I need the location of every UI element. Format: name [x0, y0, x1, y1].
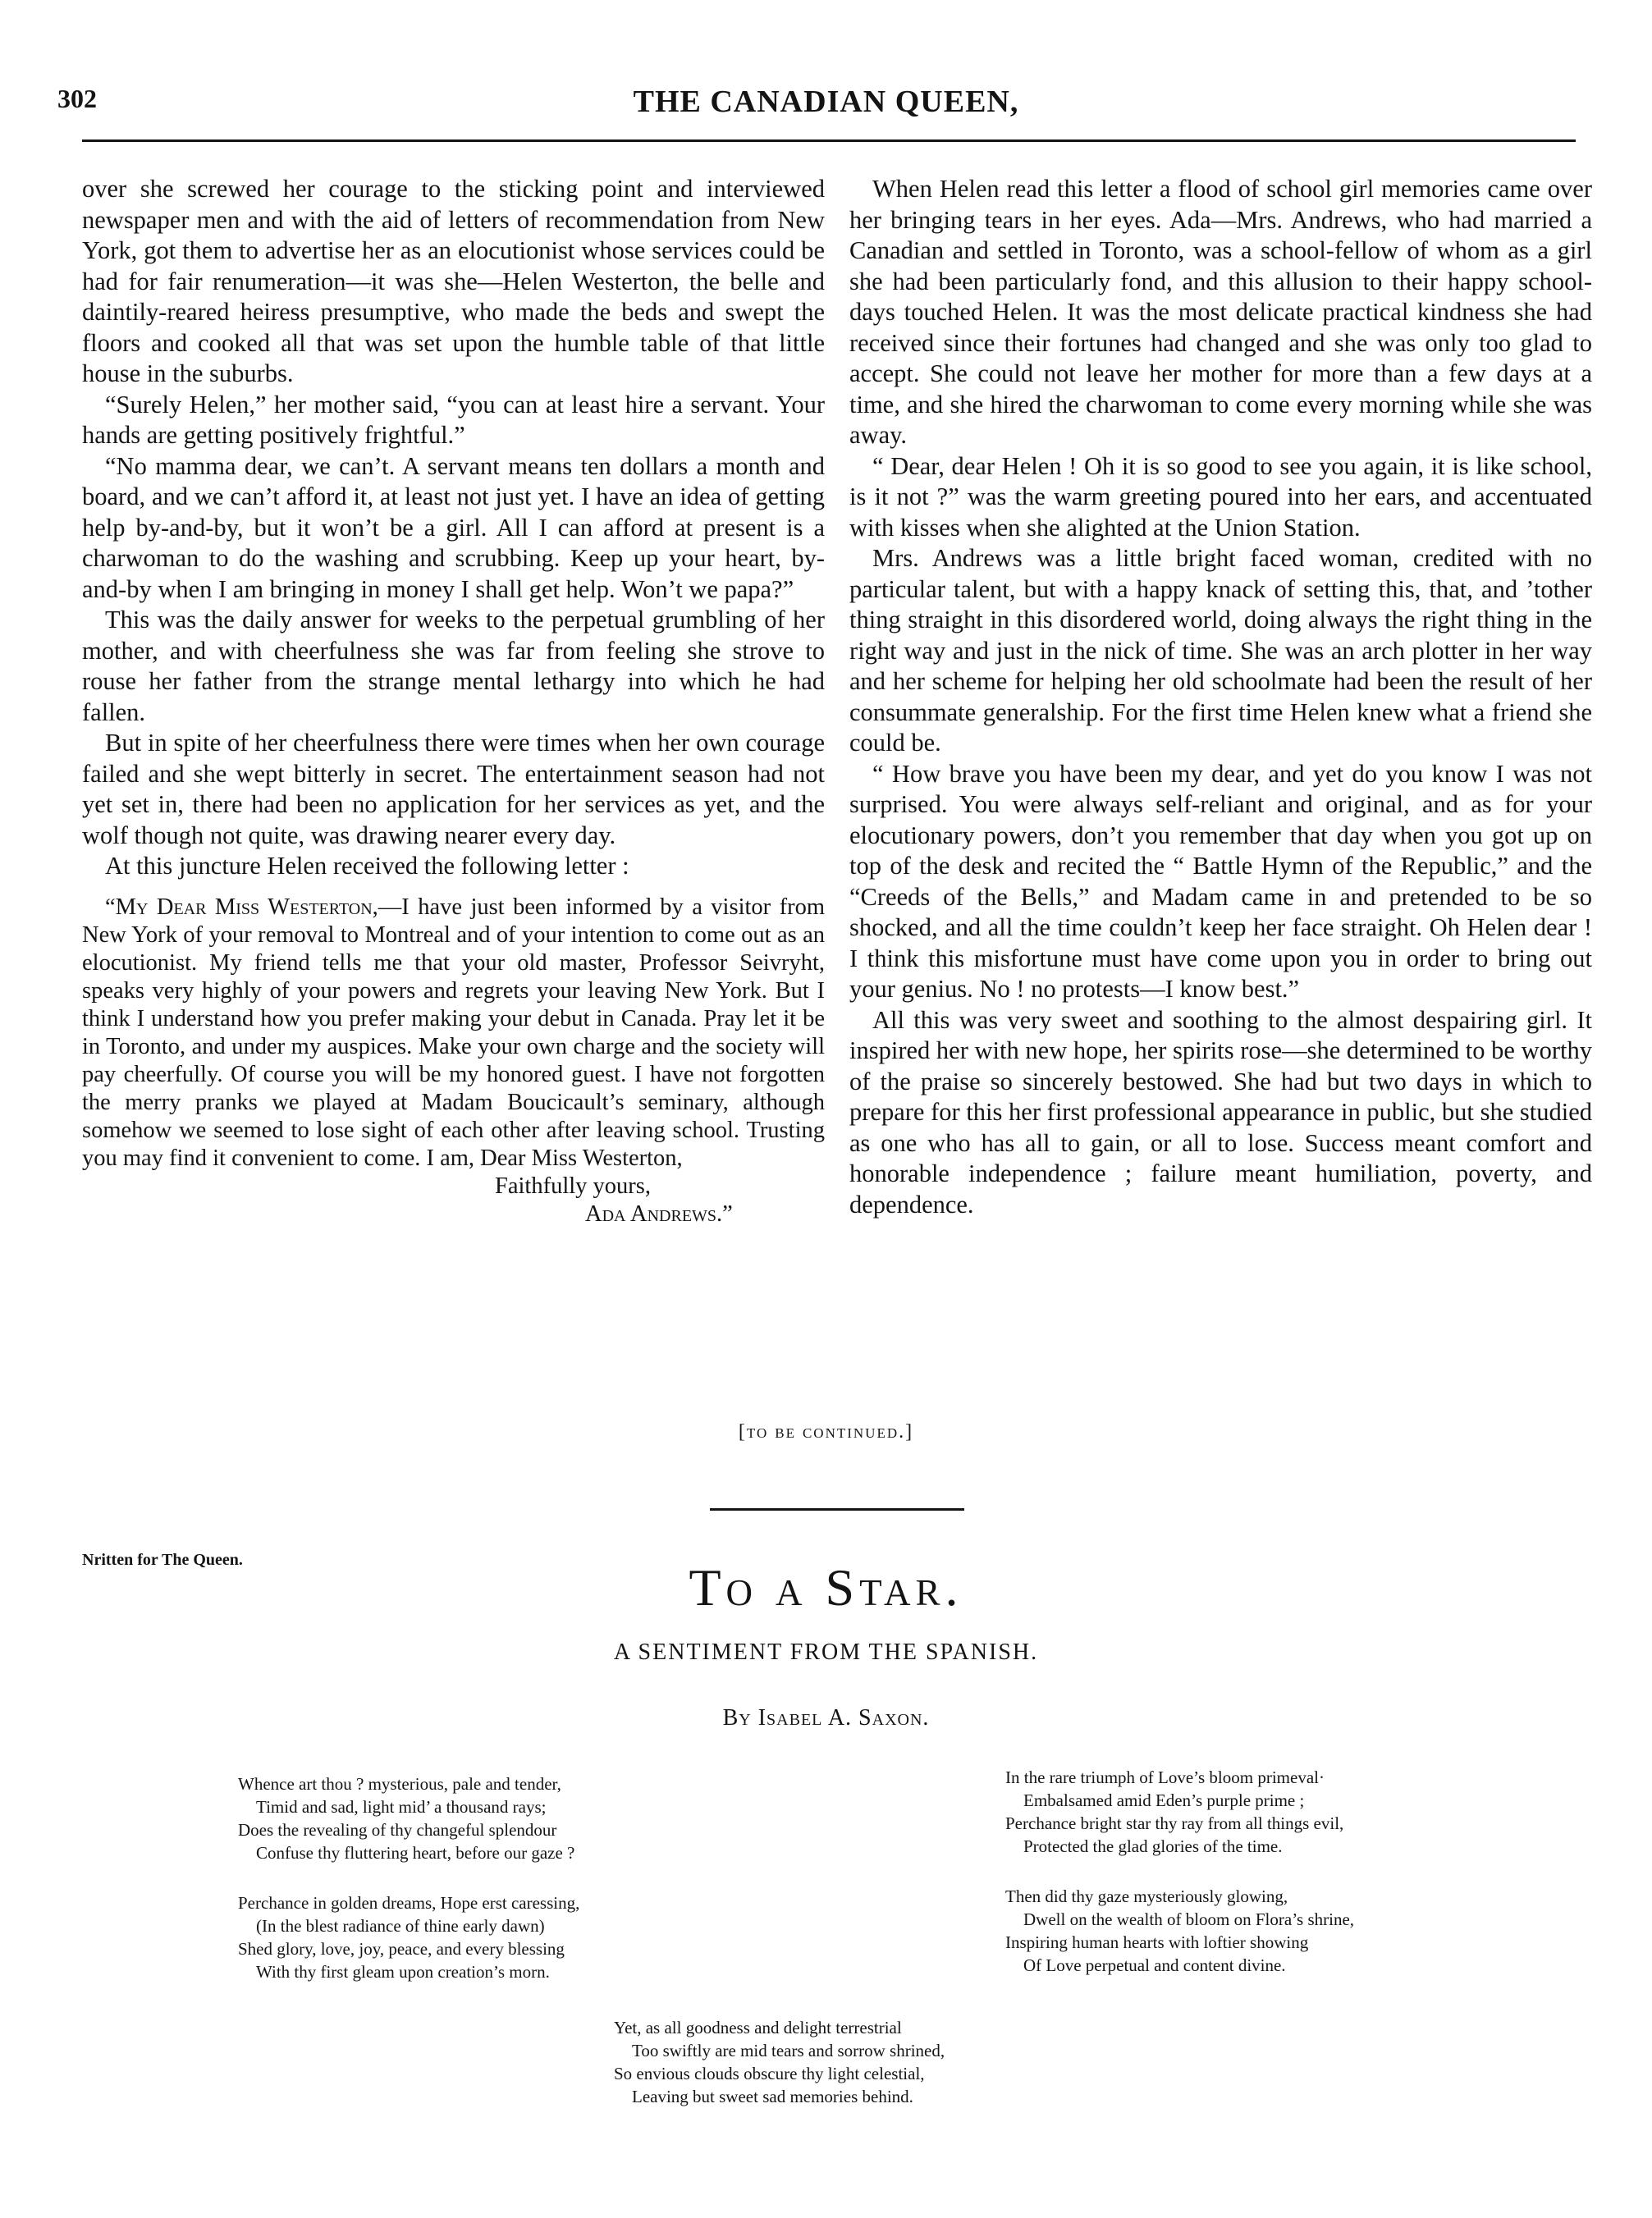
left-column [82, 174, 825, 1228]
paragraph: All this was very sweet and soothing to the almost despairing girl. It inspired her with new hope, her spirits rose—she determined to be worthy of the praise so sincerely bestowed. She had but two days in which to prepare for this her first professional appearance in public, but she studied as one who has all to gain, or all to lose. Success meant comfort and honorable independence ; failure meant humiliation, poverty, and dependence. [849, 1005, 1592, 1219]
written-for-note: Nritten for The Queen. [82, 1551, 243, 1569]
poem-line: Yet, as all goodness and delight terrestrial [614, 2018, 902, 2037]
section-separator [710, 1508, 964, 1511]
poem-line: Inspiring human hearts with loftier showing [1005, 1932, 1309, 1952]
poem-line: Too swiftly are mid tears and sorrow shrined, [632, 2041, 945, 2060]
right-column [849, 174, 1592, 1220]
poem-line: Perchance in golden dreams, Hope erst caressing, [238, 1893, 580, 1913]
letter-text: —I have just been informed by a visitor from New York of your removal to Montreal and of your intention to come out as an elocutionist. My friend tells me that your old master, Professor Seivryht, speaks very highly of your powers and regrets your leaving New York. But I think I understand how you prefer making your debut in Canada. Pray let it be in Toronto, and under my auspices. Make your own charge and the society will pay cheerfully. Of course you will be my honored guest. I have not forgotten the merry pranks we played at Madam Boucicault’s seminary, although somehow we seemed to lose sight of each other after leaving school. Trusting you may find it convenient to come. I am, Dear Miss Westerton, [82, 894, 825, 1171]
poem-line: So envious clouds obscure thy light celestial, [614, 2064, 925, 2083]
to-be-continued: [to be continued.] [738, 1421, 914, 1443]
letter-valediction: Faithfully yours, [495, 1173, 651, 1199]
paragraph: “ How brave you have been my dear, and yet do you know I was not surprised. You were always self-reliant and original, and as for your elocutionary powers, don’t you remember that day when you got up on top of the desk and recited the “ Battle Hymn of the Republic,” and the “Creeds of the Bells,” and Madam came in and pretended to be so shocked, and all the time couldn’t keep her face straight. Oh Helen dear ! I think this misfortune must have come upon you in order to bring out your genius. No ! no protests—I know best.” [849, 759, 1592, 1003]
poem-line: In the rare triumph of Love’s bloom primeval· [1005, 1768, 1325, 1787]
paragraph: “ Dear, dear Helen ! Oh it is so good to see you again, it is like school, is it not ?” was the warm greeting poured into her ears, and accentuated with kisses when she alighted at the Union Station. [849, 451, 1592, 542]
poem-line: Timid and sad, light mid’ a thousand rays; [256, 1797, 547, 1817]
poem-line: (In the blest radiance of thine early dawn) [256, 1916, 545, 1936]
page-number: 302 [57, 84, 97, 113]
poem-line: Embalsamed amid Eden’s purple prime ; [1023, 1790, 1305, 1810]
letter-closing [82, 1173, 825, 1228]
poem-stanza-5 [614, 2016, 945, 2108]
poem-line: Shed glory, love, joy, peace, and every blessing [238, 1939, 565, 1959]
paragraph: over she screwed her courage to the sticking point and interviewed newspaper men and with the aid of letters of recommendation from New York, got them to advertise her as an elocutionist whose services could be had for fair renumeration—it was she—Helen Westerton, the belle and daintily-reared heiress presumptive, who made the beds and swept the floors and cooked all that was set upon the humble table of that little house in the suburbs. [82, 175, 825, 387]
poem-line: Confuse thy fluttering heart, before our gaze ? [256, 1843, 575, 1863]
poem-author: By Isabel A. Saxon. [722, 1705, 930, 1731]
poem-line: Leaving but sweet sad memories behind. [632, 2087, 913, 2106]
paragraph: At this juncture Helen received the following letter : [105, 852, 629, 880]
paragraph: This was the daily answer for weeks to the perpetual grumbling of her mother, and with cheerfulness she was far from feeling she strove to rouse her father from the strange mental lethargy into which he had fallen. [82, 606, 825, 726]
poem-line: Does the revealing of thy changeful splendour [238, 1820, 557, 1840]
poem-stanza-3 [1005, 1766, 1343, 1858]
poem-line: Of Love perpetual and content divine. [1023, 1955, 1286, 1975]
poem-line: With thy first gleam upon creation’s morn. [256, 1962, 550, 1982]
header-rule [82, 139, 1576, 142]
poem-line: Whence art thou ? mysterious, pale and tender, [238, 1774, 561, 1794]
letter [82, 894, 825, 1228]
poem-line: Protected the glad glories of the time. [1023, 1836, 1283, 1856]
letter-body [82, 894, 825, 1173]
poem-stanza-4 [1005, 1885, 1354, 1977]
paragraph: “No mamma dear, we can’t. A servant means ten dollars a month and board, and we can’t afford it, at least not just yet. I have an idea of getting help by-and-by, but it won’t be a girl. All I can afford at present is a charwoman to do the washing and scrubbing. Keep up your heart, by-and-by when I am bringing in money I shall get help. Won’t we papa?” [82, 451, 825, 603]
paragraph: But in spite of her cheerfulness there were times when her own courage failed and she wept bitterly in secret. The entertainment season had not yet set in, there had been no application for her services as yet, and the wolf though not quite, was drawing nearer every day. [82, 729, 825, 849]
letter-salutation: “My Dear Miss Westerton, [105, 894, 378, 920]
poem-title: To a Star. [689, 1558, 963, 1617]
poem-stanza-2 [238, 1891, 579, 1983]
paragraph: When Helen read this letter a flood of school girl memories came over her bringing tears in her eyes. Ada—Mrs. Andrews, who had married a Canadian and settled in Toronto, was a school-fellow of whom as a girl she had been particularly fond, and this allusion to their happy school-days touched Helen. It was the most delicate practical kindness she had received since their fortunes had changed and she was only too glad to accept. She could not leave her mother for more than a few days at a time, and she hired the charwoman to come every morning while she was away. [849, 175, 1592, 449]
poem-line: Perchance bright star thy ray from all things evil, [1005, 1813, 1344, 1833]
paragraph: Mrs. Andrews was a little bright faced woman, credited with no particular talent, but with a happy knack of setting this, that, and ’tother thing straight in this disordered world, doing always the right thing in the right way and just in the nick of time. She was an arch plotter in her way and her scheme for helping her old schoolmate had been the result of her consummate generalship. For the first time Helen knew what a friend she could be. [849, 544, 1592, 757]
running-title: THE CANADIAN QUEEN, [633, 85, 1019, 119]
letter-signature: Ada Andrews.” [585, 1200, 733, 1227]
poem-stanza-1 [238, 1772, 574, 1864]
poem-line: Then did thy gaze mysteriously glowing, [1005, 1886, 1288, 1906]
poem-line: Dwell on the wealth of bloom on Flora’s shrine, [1023, 1909, 1355, 1929]
paragraph: “Surely Helen,” her mother said, “you can at least hire a servant. Your hands are getting positively frightful.” [82, 390, 825, 449]
poem-subtitle: A SENTIMENT FROM THE SPANISH. [613, 1639, 1039, 1665]
